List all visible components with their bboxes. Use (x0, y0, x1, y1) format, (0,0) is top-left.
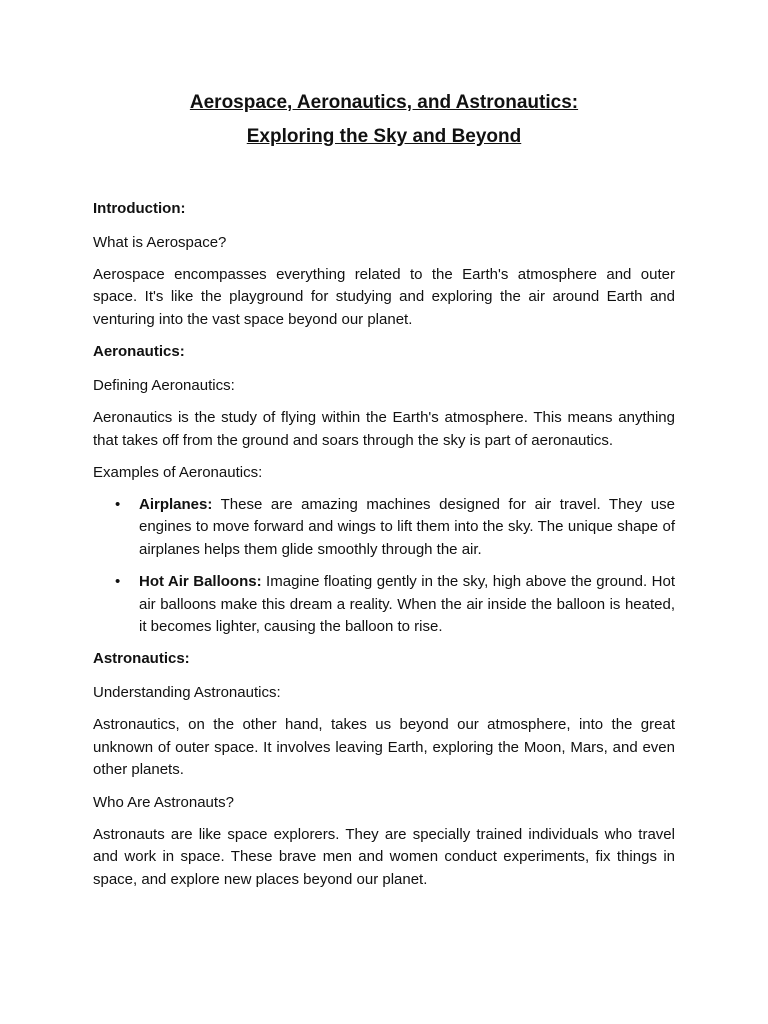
section-aeronautics (93, 341, 675, 638)
list-item (115, 494, 675, 561)
section-heading: Introduction: (93, 200, 186, 217)
section-subheading: Who Are Astronauts? (93, 793, 234, 811)
section-introduction (93, 198, 675, 331)
examples-list (93, 494, 675, 638)
list-item-term: Hot Air Balloons: (139, 573, 262, 591)
section-paragraph: Aeronautics is the study of flying within the Earth's atmosphere. This means anything that takes off from the ground and soars through the sky is part of aeronautics. (93, 409, 675, 449)
section-subheading: What is Aerospace? (93, 234, 227, 251)
section-subheading: Defining Aeronautics: (93, 377, 235, 395)
list-item-text: These are amazing machines designed for air travel. They use engines to move forward and wings to lift them into the sky. The unique shape of airplanes helps them glide smoothly through the air. (139, 496, 675, 558)
document-subtitle: Exploring the Sky and Beyond (246, 126, 522, 147)
document-title: Aerospace, Aeronautics, and Astronautics: (189, 92, 579, 113)
section-paragraph: Astronautics, on the other hand, takes us beyond our atmosphere, into the great unknown of outer space. It involves leaving Earth, exploring the Moon, Mars, and even other planets. (93, 716, 675, 779)
section-subheading: Understanding Astronautics: (93, 684, 281, 702)
list-item (115, 571, 675, 638)
section-paragraph: Astronauts are like space explorers. They are specially trained individuals who travel and work in space. These brave men and women conduct experiments, fix things in space, and explore new places beyond our planet. (93, 825, 675, 888)
list-item-term: Airplanes: (139, 496, 213, 514)
section-paragraph: Aerospace encompasses everything related to the Earth's atmosphere and outer space. It's like the playground for studying and exploring the air around Earth and venturing into the vast space beyond our planet. (93, 266, 675, 328)
section-heading: Aeronautics: (93, 343, 185, 361)
examples-label: Examples of Aeronautics: (93, 464, 263, 482)
bullet-icon: • (115, 573, 121, 591)
section-heading: Astronautics: (93, 650, 190, 668)
list-item-text: Imagine floating gently in the sky, high above the ground. Hot air balloons make this dream a reality. When the air inside the balloon is heated, it becomes lighter, causing the balloon to rise. (139, 573, 675, 636)
bullet-icon: • (115, 496, 121, 514)
section-astronautics (93, 648, 675, 890)
